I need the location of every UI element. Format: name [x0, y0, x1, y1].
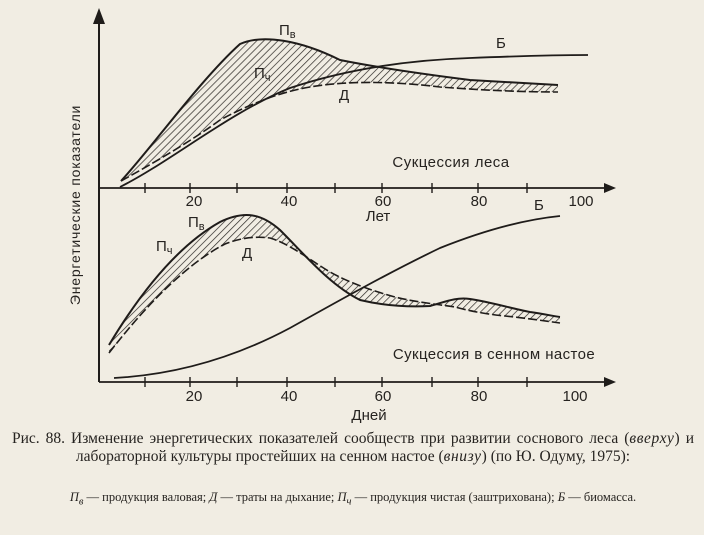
caption-top-word: вверху — [629, 430, 675, 447]
bottom-tick-label-60: 60 — [374, 388, 392, 405]
top-label-biomass: Б — [496, 35, 506, 52]
top-tick-label-60: 60 — [374, 193, 392, 210]
bottom-panel-title: Сукцессия в сенном настое — [392, 346, 596, 363]
caption-text-3: ) (по Ю. Одуму, 1975): — [481, 448, 631, 465]
bottom-tick-label-20: 20 — [185, 388, 203, 405]
top-x-axis-arrow — [604, 183, 616, 193]
bottom-panel — [99, 197, 616, 424]
caption-bottom-word: внизу — [443, 448, 482, 465]
bottom-label-biomass: Б — [534, 197, 544, 214]
top-tick-label-80: 80 — [470, 193, 488, 210]
bottom-label-gross-production: $П_в$ — [188, 214, 205, 233]
legend-symbol-gross: $П_в$ — [69, 490, 84, 508]
top-panel — [99, 22, 616, 225]
top-x-axis-label: Лет — [365, 208, 391, 225]
bottom-tick-label-40: 40 — [280, 388, 298, 405]
bottom-tick-label-80: 80 — [470, 388, 488, 405]
top-label-gross-production: $П_в$ — [279, 22, 296, 41]
symbol-legend — [12, 489, 694, 511]
top-label-respiration: Д — [339, 87, 350, 104]
caption-text-1: Рис. 88. Изменение энергетических показателей сообществ при развитии соснового леса ( — [12, 430, 630, 447]
bottom-x-axis-label: Дней — [351, 407, 387, 424]
legend-text-net: — продукция чистая (заштрихована); — [351, 490, 558, 504]
bottom-tick-label-100: 100 — [562, 388, 588, 405]
caption-text-2: ) и лабораторной культуры простейших на сенном настое ( — [75, 430, 694, 465]
top-panel-title: Сукцессия леса — [392, 154, 510, 171]
top-tick-label-40: 40 — [280, 193, 298, 210]
top-tick-label-20: 20 — [185, 193, 203, 210]
legend-symbol-respiration: Д — [209, 490, 218, 504]
top-label-net-production: $П_ч$ — [254, 65, 271, 84]
bottom-x-axis-arrow — [604, 377, 616, 387]
figure-caption — [12, 430, 694, 466]
bottom-label-net-production: $П_ч$ — [156, 238, 173, 257]
legend-text-gross: — продукция валовая; — [83, 490, 210, 504]
top-tick-label-100: 100 — [568, 193, 594, 210]
legend-text-respiration: — траты на дыхание; — [217, 490, 338, 504]
legend-symbol-net: $П_ч$ — [337, 490, 352, 508]
legend-symbol-biomass: Б — [557, 490, 566, 504]
bottom-label-respiration: Д — [242, 245, 253, 262]
legend-text-biomass: — биомасса. — [565, 490, 637, 504]
y-axis-arrow — [93, 8, 105, 24]
y-axis-label: Энергетические показатели — [67, 104, 83, 306]
